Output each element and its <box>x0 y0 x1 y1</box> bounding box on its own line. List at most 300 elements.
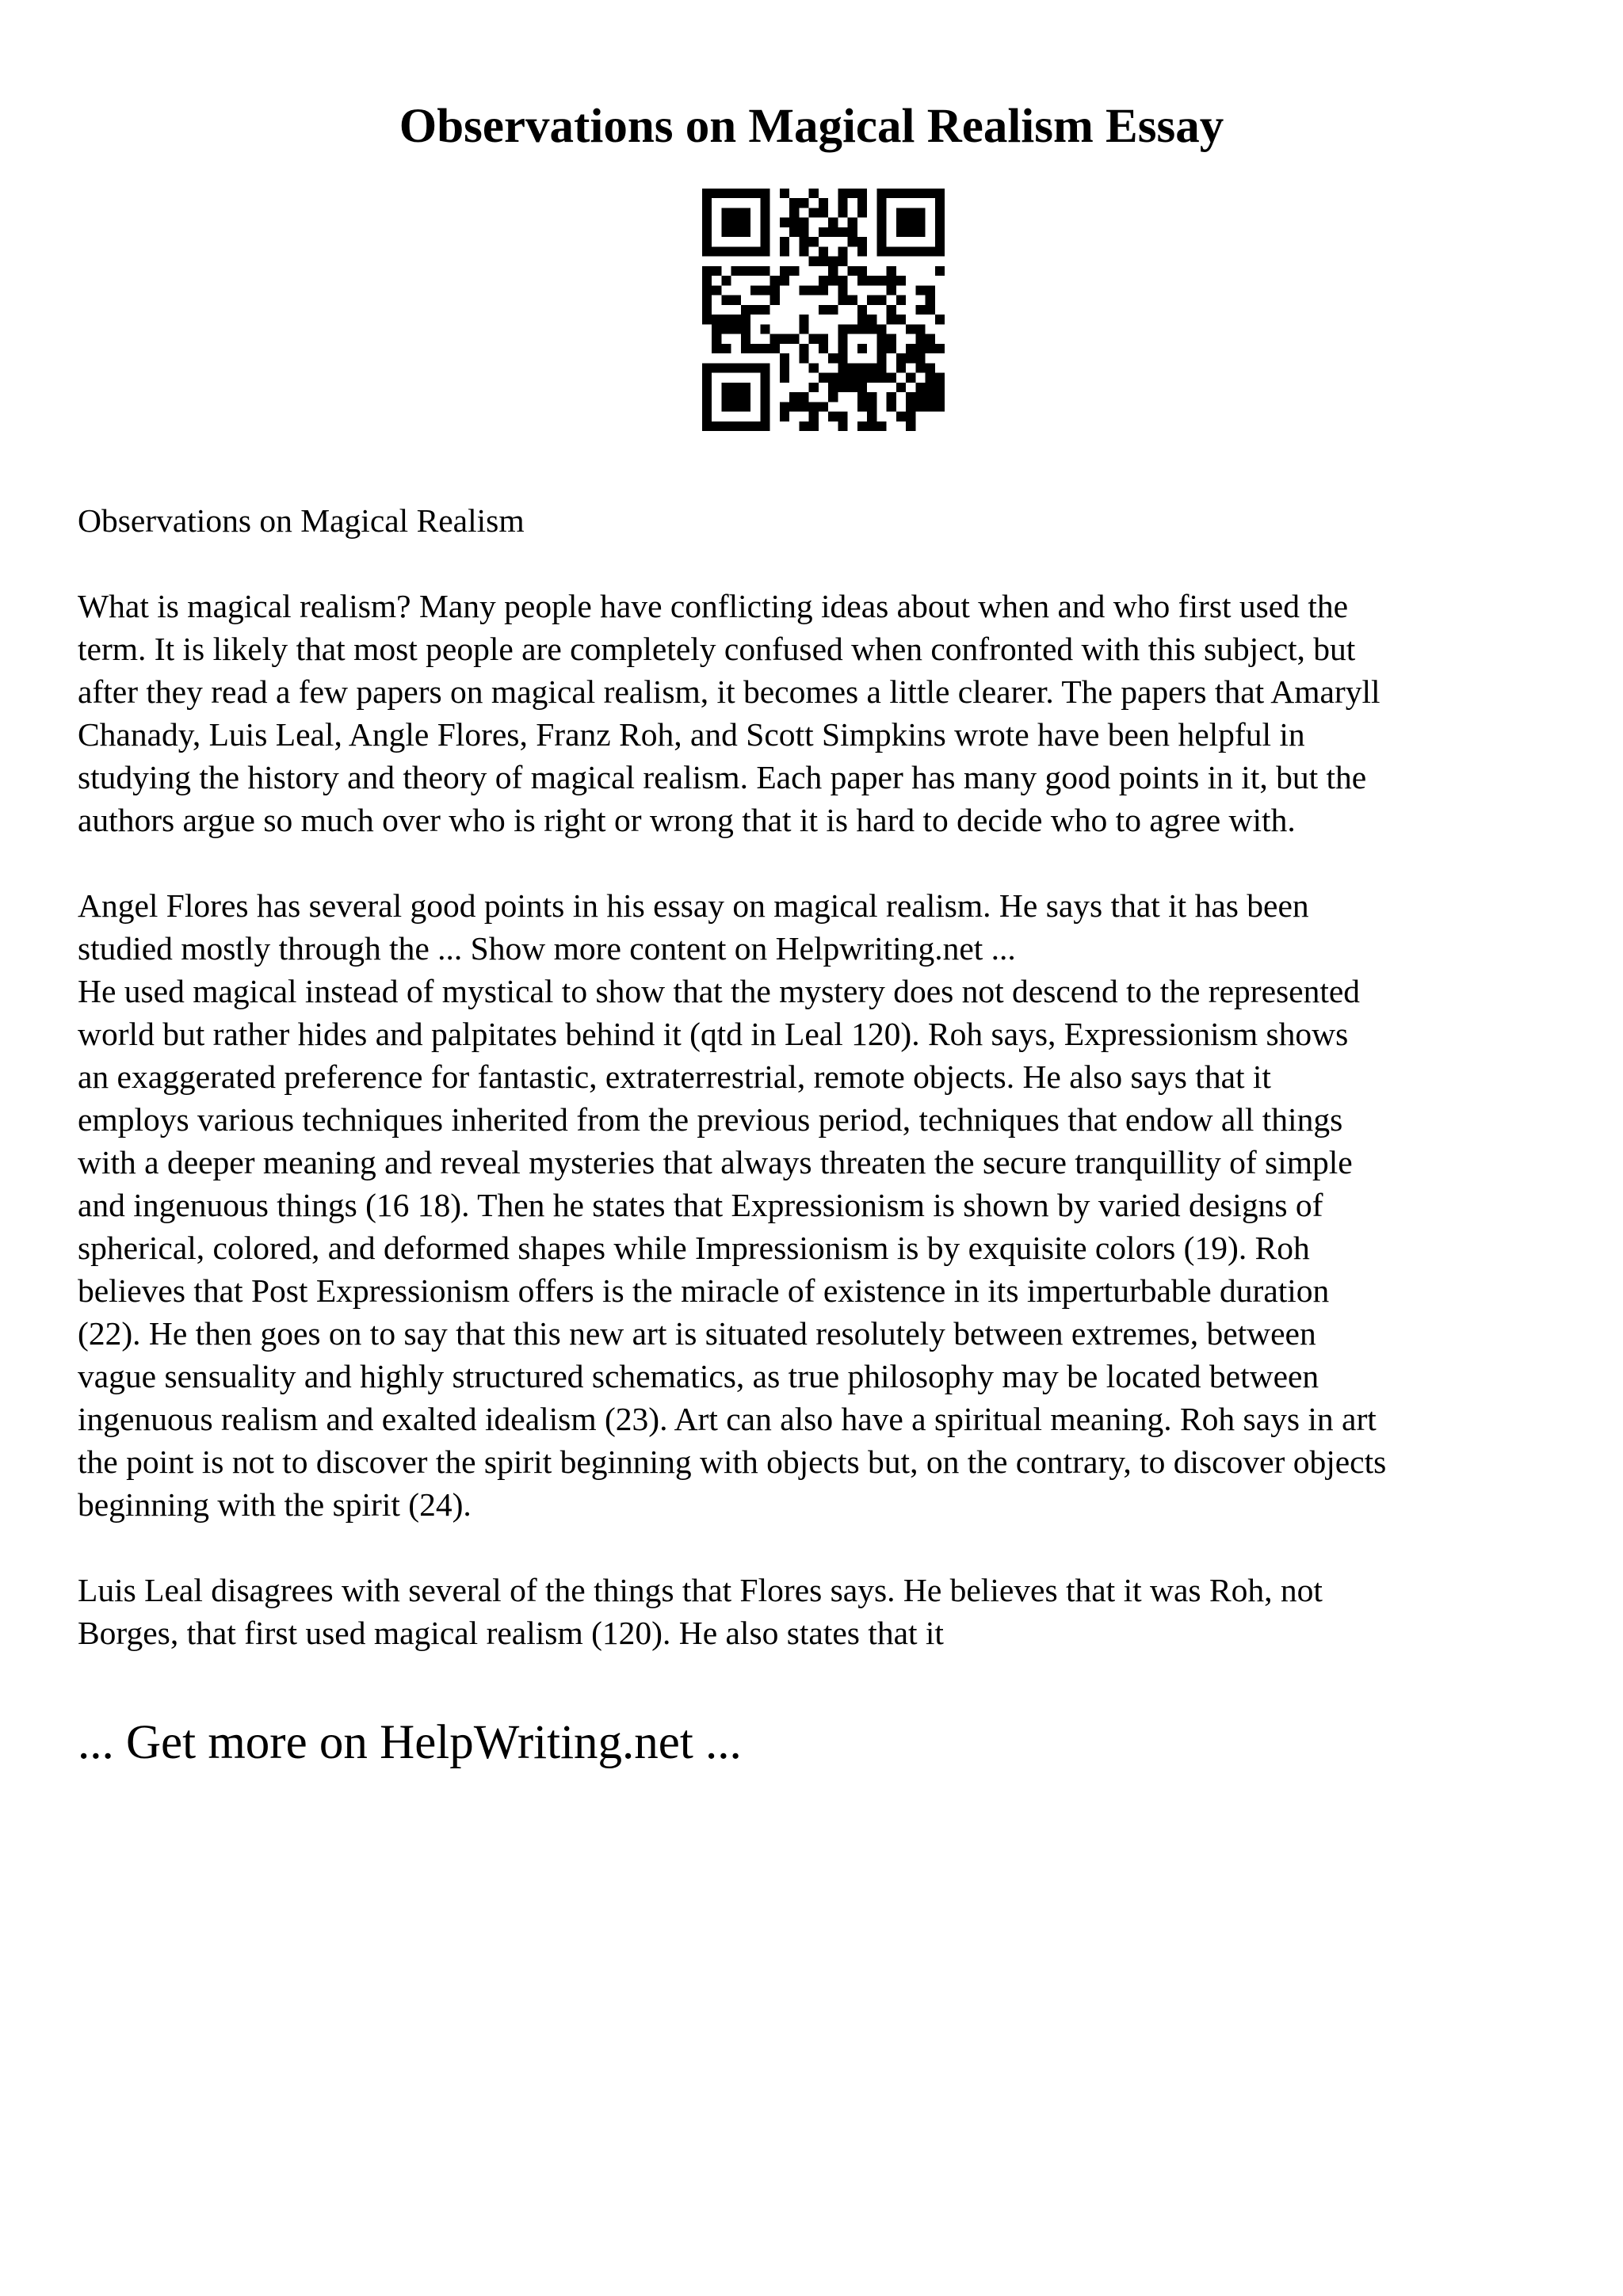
paragraph-line: employs various techniques inherited from the previous period, techniques that endow all things <box>78 1101 1343 1138</box>
qr-module <box>906 218 915 227</box>
qr-module <box>926 305 935 315</box>
qr-module <box>750 266 760 276</box>
qr-module <box>906 208 915 217</box>
qr-module <box>809 257 819 266</box>
qr-module <box>799 198 808 208</box>
qr-module <box>789 198 799 208</box>
qr-module <box>789 218 799 227</box>
qr-module <box>857 383 867 392</box>
qr-module <box>702 266 712 276</box>
qr-module <box>828 373 838 383</box>
qr-module <box>741 266 750 276</box>
qr-module <box>838 353 847 363</box>
qr-module <box>915 305 925 315</box>
qr-module <box>906 421 915 431</box>
qr-module <box>935 218 945 227</box>
qr-module <box>760 208 769 217</box>
qr-module <box>702 392 712 402</box>
qr-module <box>828 266 838 276</box>
paragraph-line: ingenuous realism and exalted idealism (23). Art can also have a spiritual meaning. Roh says in art <box>78 1401 1377 1437</box>
qr-module <box>712 363 721 372</box>
qr-module <box>789 402 799 411</box>
paragraph-line: Angel Flores has several good points in his essay on magical realism. He says that it has been <box>78 887 1309 924</box>
qr-module <box>741 315 750 324</box>
qr-module <box>750 421 760 431</box>
qr-module <box>809 421 819 431</box>
qr-module <box>819 276 828 285</box>
qr-module <box>712 246 721 256</box>
qr-module <box>799 353 808 363</box>
qr-module <box>896 208 906 217</box>
qr-module <box>819 334 828 344</box>
qr-module <box>857 402 867 411</box>
qr-module <box>828 227 838 237</box>
qr-module <box>702 421 712 431</box>
qr-module <box>712 324 721 334</box>
qr-module <box>760 412 769 421</box>
qr-module <box>896 246 906 256</box>
qr-module <box>848 237 857 246</box>
qr-module <box>712 189 721 198</box>
qr-module <box>750 189 760 198</box>
qr-module <box>887 392 896 402</box>
qr-module <box>857 237 867 246</box>
qr-module <box>935 189 945 198</box>
qr-module <box>896 227 906 237</box>
qr-module <box>741 392 750 402</box>
qr-module <box>828 218 838 227</box>
qr-module <box>896 189 906 198</box>
qr-module <box>838 198 847 208</box>
qr-module <box>857 305 867 315</box>
qr-module <box>887 276 896 285</box>
paragraph-line: spherical, colored, and deformed shapes while Impressionism is by exquisite colors (19). Roh <box>78 1230 1310 1266</box>
qr-module <box>867 363 876 372</box>
qr-module <box>915 363 925 372</box>
qr-module <box>770 296 780 305</box>
qr-module <box>926 189 935 198</box>
paragraph-line: with a deeper meaning and reveal mysteries that always threaten the secure tranquillity of simple <box>78 1144 1353 1180</box>
qr-module <box>838 285 847 295</box>
qr-module <box>935 198 945 208</box>
qr-module <box>857 344 867 353</box>
qr-module <box>731 246 741 256</box>
paragraph-line: believes that Post Expressionism offers is the miracle of existence in its imperturbable duration <box>78 1272 1330 1309</box>
qr-module <box>789 266 799 276</box>
qr-module <box>926 392 935 402</box>
qr-module <box>848 296 857 305</box>
qr-module <box>926 402 935 411</box>
qr-module <box>760 227 769 237</box>
qr-module <box>828 383 838 392</box>
qr-module <box>838 189 847 198</box>
qr-module <box>721 189 731 198</box>
qr-module <box>721 383 731 392</box>
qr-module <box>712 315 721 324</box>
qr-module <box>760 285 769 295</box>
qr-module <box>828 392 838 402</box>
qr-module <box>819 198 828 208</box>
qr-module <box>935 227 945 237</box>
qr-module <box>857 373 867 383</box>
qr-module <box>789 227 799 237</box>
paragraph-line: (22). He then goes on to say that this new art is situated resolutely between extremes, between <box>78 1315 1316 1352</box>
qr-module <box>702 237 712 246</box>
qr-module <box>721 218 731 227</box>
qr-module <box>799 237 808 246</box>
paragraph-line: studying the history and theory of magical realism. Each paper has many good points in it, but the <box>78 759 1367 795</box>
qr-module <box>731 363 741 372</box>
qr-module <box>896 315 906 324</box>
qr-module <box>876 218 886 227</box>
qr-module <box>867 392 876 402</box>
qr-module <box>876 353 886 363</box>
qr-module <box>876 296 886 305</box>
qr-module <box>731 324 741 334</box>
qr-module <box>702 189 712 198</box>
qr-module <box>789 334 799 344</box>
qr-module <box>731 383 741 392</box>
qr-module <box>906 353 915 363</box>
qr-module <box>867 402 876 411</box>
qr-module <box>915 383 925 392</box>
qr-module <box>876 198 886 208</box>
qr-module <box>838 296 847 305</box>
qr-module <box>857 315 867 324</box>
show-more-link[interactable]: studied mostly through the ... Show more content on Helpwriting.net ... <box>78 930 1016 967</box>
qr-module <box>780 334 789 344</box>
qr-module <box>721 324 731 334</box>
paragraph-line: beginning with the spirit (24). <box>78 1486 472 1523</box>
paragraph-line: world but rather hides and palpitates behind it (qtd in Leal 120). Roh says, Expressionism shows <box>78 1016 1349 1052</box>
qr-module <box>750 344 760 353</box>
qr-module <box>896 363 906 372</box>
qr-module <box>915 344 925 353</box>
qr-module <box>935 266 945 276</box>
qr-module <box>712 344 721 353</box>
paragraph-line: and ingenuous things (16 18). Then he states that Expressionism is shown by varied designs of <box>78 1187 1323 1223</box>
qr-module <box>741 344 750 353</box>
qr-module <box>876 227 886 237</box>
qr-module <box>760 198 769 208</box>
qr-module <box>780 237 789 246</box>
qr-module <box>887 334 896 344</box>
qr-module <box>750 246 760 256</box>
qr-module <box>906 402 915 411</box>
qr-module <box>741 246 750 256</box>
qr-module <box>887 189 896 198</box>
qr-module <box>926 363 935 372</box>
qr-module <box>915 285 925 295</box>
document-title: Observations on Magical Realism Essay <box>399 100 1224 153</box>
qr-module <box>741 334 750 344</box>
qr-module <box>731 266 741 276</box>
qr-module <box>799 218 808 227</box>
qr-module <box>838 246 847 256</box>
qr-module <box>799 402 808 411</box>
qr-module <box>915 208 925 217</box>
qr-module <box>915 246 925 256</box>
qr-module <box>721 363 731 372</box>
qr-module <box>721 246 731 256</box>
qr-module <box>935 383 945 392</box>
qr-module <box>887 402 896 411</box>
qr-module <box>760 266 769 276</box>
qr-module <box>809 208 819 217</box>
qr-module <box>760 363 769 372</box>
qr-module <box>926 344 935 353</box>
qr-module <box>809 189 819 198</box>
qr-module <box>799 344 808 353</box>
qr-module <box>731 296 741 305</box>
qr-module <box>828 276 838 285</box>
qr-module <box>838 412 847 421</box>
qr-module <box>848 373 857 383</box>
qr-module <box>887 266 896 276</box>
qr-module <box>712 334 721 344</box>
qr-module <box>857 363 867 372</box>
qr-module <box>780 363 789 372</box>
get-more-link[interactable]: ... Get more on HelpWriting.net ... <box>78 1716 742 1769</box>
qr-module <box>809 402 819 411</box>
qr-module <box>780 373 789 383</box>
qr-module <box>857 208 867 217</box>
qr-module <box>915 218 925 227</box>
qr-module <box>935 208 945 217</box>
qr-module <box>721 208 731 217</box>
qr-module <box>702 383 712 392</box>
paragraph-2 <box>78 884 1568 1526</box>
qr-module <box>702 373 712 383</box>
qr-module <box>915 334 925 344</box>
qr-module <box>760 344 769 353</box>
qr-module <box>887 344 896 353</box>
paragraph-1 <box>78 585 1568 841</box>
qr-module <box>712 285 721 295</box>
qr-module <box>838 257 847 266</box>
qr-module <box>741 324 750 334</box>
qr-module <box>721 296 731 305</box>
qr-module <box>935 392 945 402</box>
qr-module <box>838 421 847 431</box>
qr-module <box>799 392 808 402</box>
qr-module <box>760 421 769 431</box>
qr-module <box>780 218 789 227</box>
qr-module <box>702 412 712 421</box>
qr-module <box>848 363 857 372</box>
qr-module <box>857 392 867 402</box>
qr-module <box>799 285 808 295</box>
qr-module <box>760 373 769 383</box>
qr-module <box>799 421 808 431</box>
qr-module <box>935 402 945 411</box>
qr-module <box>828 257 838 266</box>
qr-module <box>731 218 741 227</box>
qr-module <box>896 218 906 227</box>
qr-module <box>828 353 838 363</box>
qr-module <box>848 266 857 276</box>
qr-module <box>935 246 945 256</box>
qr-module <box>838 383 847 392</box>
qr-module <box>731 315 741 324</box>
qr-module <box>809 383 819 392</box>
qr-module <box>867 421 876 431</box>
qr-module <box>838 227 847 237</box>
qr-module <box>915 189 925 198</box>
qr-module <box>809 285 819 295</box>
qr-module <box>819 257 828 266</box>
essay-heading: Observations on Magical Realism <box>78 502 525 539</box>
qr-module <box>760 324 769 334</box>
qr-module <box>876 421 886 431</box>
qr-module <box>702 198 712 208</box>
qr-module <box>876 363 886 372</box>
paragraph-3 <box>78 1569 1568 1654</box>
qr-module <box>926 285 935 295</box>
qr-module <box>702 285 712 295</box>
qr-module <box>770 334 780 344</box>
qr-module <box>721 315 731 324</box>
paragraph-line: term. It is likely that most people are completely confused when confronted with this subject, but <box>78 631 1356 667</box>
qr-module <box>799 324 808 334</box>
qr-module <box>770 344 780 353</box>
qr-module <box>906 246 915 256</box>
qr-module <box>857 198 867 208</box>
qr-module <box>741 305 750 315</box>
qr-module <box>702 208 712 217</box>
qr-module <box>819 305 828 315</box>
qr-module <box>857 266 867 276</box>
qr-module <box>857 276 867 285</box>
qr-module <box>809 412 819 421</box>
qr-module <box>876 189 886 198</box>
qr-module <box>702 227 712 237</box>
qr-module <box>876 208 886 217</box>
qr-module <box>896 412 906 421</box>
qr-module <box>876 246 886 256</box>
qr-module <box>887 315 896 324</box>
paragraph-line: Borges, that first used magical realism (120). He also states that it <box>78 1615 944 1651</box>
qr-module <box>848 218 857 227</box>
paragraph-line: He used magical instead of mystical to show that the mystery does not descend to the represented <box>78 973 1361 1009</box>
qr-module <box>857 189 867 198</box>
qr-module <box>915 227 925 237</box>
qr-module <box>926 334 935 344</box>
qr-module <box>702 276 712 285</box>
qr-module <box>809 237 819 246</box>
paragraph-line: Luis Leal disagrees with several of the things that Flores says. He believes that it was Roh, not <box>78 1572 1323 1608</box>
qr-module <box>838 363 847 372</box>
qr-module <box>789 208 799 217</box>
qr-module <box>721 392 731 402</box>
qr-module <box>876 334 886 344</box>
qr-module <box>780 353 789 363</box>
qr-module <box>838 344 847 353</box>
qr-module <box>819 344 828 353</box>
qr-module <box>848 189 857 198</box>
qr-module <box>809 334 819 344</box>
qr-module <box>867 296 876 305</box>
qr-module <box>887 373 896 383</box>
qr-module <box>702 305 712 315</box>
paragraph-line: after they read a few papers on magical realism, it becomes a little clearer. The papers that Amaryll <box>78 673 1381 710</box>
qr-module <box>731 392 741 402</box>
qr-module <box>809 363 819 372</box>
qr-module <box>867 276 876 285</box>
qr-module <box>741 402 750 411</box>
qr-module <box>926 296 935 305</box>
qr-module <box>906 324 915 334</box>
qr-module <box>867 315 876 324</box>
qr-module <box>876 237 886 246</box>
qr-module <box>935 373 945 383</box>
qr-module <box>819 246 828 256</box>
qr-module <box>741 189 750 198</box>
qr-module <box>867 373 876 383</box>
qr-module <box>906 344 915 353</box>
qr-module <box>926 383 935 392</box>
qr-module <box>819 373 828 383</box>
qr-module <box>760 402 769 411</box>
qr-module <box>731 402 741 411</box>
qr-module <box>721 402 731 411</box>
qr-module <box>848 324 857 334</box>
paragraph-line: vague sensuality and highly structured schematics, as true philosophy may be located between <box>78 1358 1319 1394</box>
qr-module <box>915 402 925 411</box>
qr-module <box>935 315 945 324</box>
qr-module <box>750 305 760 315</box>
qr-module <box>819 402 828 411</box>
qr-module <box>702 218 712 227</box>
qr-module <box>721 276 731 285</box>
qr-module <box>741 363 750 372</box>
qr-module <box>926 373 935 383</box>
qr-module <box>896 276 906 285</box>
qr-module <box>887 305 896 315</box>
qr-code-icon <box>702 189 945 431</box>
qr-module <box>867 324 876 334</box>
qr-module <box>896 383 906 392</box>
qr-module <box>702 315 712 324</box>
qr-module <box>741 227 750 237</box>
qr-module <box>876 344 886 353</box>
qr-module <box>819 208 828 217</box>
qr-module <box>780 412 789 421</box>
qr-module <box>789 392 799 402</box>
qr-module <box>906 412 915 421</box>
qr-module <box>760 305 769 315</box>
qr-module <box>702 296 712 305</box>
qr-module <box>760 237 769 246</box>
qr-module <box>857 246 867 256</box>
qr-module <box>731 189 741 198</box>
qr-module <box>760 246 769 256</box>
qr-module <box>770 276 780 285</box>
qr-module <box>799 246 808 256</box>
qr-module <box>780 276 789 285</box>
qr-module <box>799 315 808 324</box>
qr-module <box>712 266 721 276</box>
paragraph-line: What is magical realism? Many people have conflicting ideas about when and who first used the <box>78 588 1349 624</box>
qr-module <box>828 412 838 421</box>
qr-module <box>780 266 789 276</box>
qr-module <box>848 227 857 237</box>
qr-module <box>702 402 712 411</box>
qr-module <box>876 324 886 334</box>
qr-module <box>828 305 838 315</box>
qr-module <box>731 208 741 217</box>
qr-module <box>887 285 896 295</box>
